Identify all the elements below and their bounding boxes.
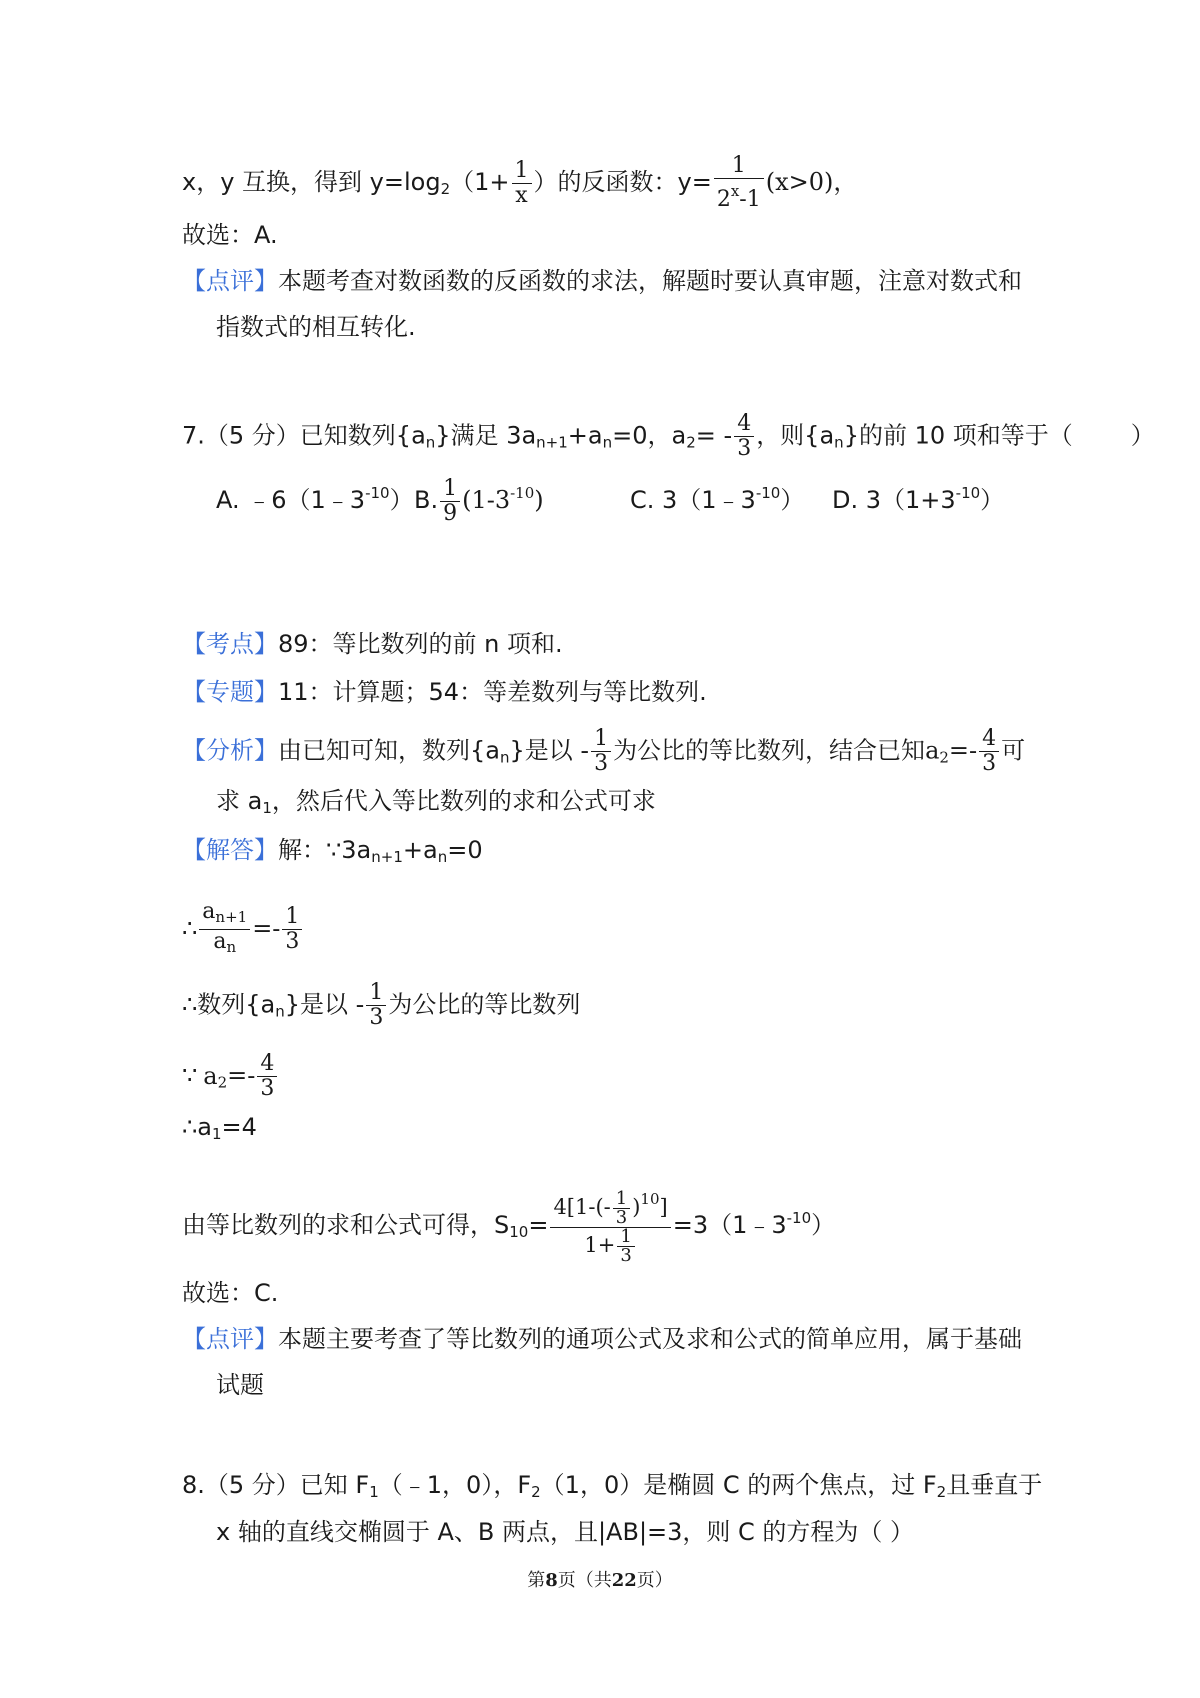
fraction-1-over-x: $\frac{1}{x}$ xyxy=(512,159,532,208)
fraction-1-3: $\frac{1}{3}$ xyxy=(591,727,611,776)
prev-comment: 【点评】本题考查对数函数的反函数的求法，解题时要认真审题，注意对数式和 xyxy=(182,267,1022,295)
comment-tag: 【点评】 xyxy=(182,267,278,295)
comment-tag: 【点评】 xyxy=(182,1325,278,1353)
fenxi: 【分析】由已知可知，数列$\{a_n\}$是以 - $\frac{1}{3}$ 为公比的等比数列，结合已知$a_2=-$ $\frac{4}{3}$ 可 xyxy=(182,726,1026,776)
prev-derivation-line: x，y 互换，得到 $y=\log_2(1+$ $\frac{1}{x}$ ）的反函数：y= $\frac{1}{2^x-1}$ (x>0)， xyxy=(182,153,858,212)
page-footer: 第8页（共22页） xyxy=(527,1570,673,1591)
step-a1: $\therefore a_1=4$ xyxy=(182,1113,257,1143)
q7-comment-line2: 试题 xyxy=(216,1371,264,1399)
step-sequence: ∴数列$\{a_n\}$是以 - $\frac{1}{3}$ 为公比的等比数列 xyxy=(182,980,581,1030)
fraction-1-3: $\frac{1}{3}$ xyxy=(282,905,302,954)
step-ratio: ∴ $\frac{a_{n+1}}{a_n}$ =- $\frac{1}{3}$ xyxy=(182,900,304,959)
zhuanti: 【专题】11：计算题；54：等差数列与等比数列. xyxy=(182,678,707,706)
jieda: 【解答】解：$\because 3a_{n+1}+a_n=0$ xyxy=(182,836,483,866)
fraction-inverse-function: $\frac{1}{2^x-1}$ xyxy=(714,154,764,212)
step-a2: ∵ $a_2=-$ $\frac{4}{3}$ xyxy=(182,1052,279,1101)
q7-option-d: D. $3(1+3^{-10})$ xyxy=(832,484,1005,514)
fenxi-line2: 求 $a_1$，然后代入等比数列的求和公式可求 xyxy=(216,787,656,817)
fraction-sum-formula: 4[1-(- $\frac{1}{3}$ )$^{10}$] 1+ $\frac{1}{3}$ xyxy=(550,1187,670,1265)
fraction-4-3: $\frac{4}{3}$ xyxy=(734,412,754,461)
q7-option-a: A. $﹣6(1﹣3^{-10})$ xyxy=(216,484,414,514)
kaodian-tag: 【考点】 xyxy=(182,630,278,658)
q7-option-b: B. $\frac{1}{9}$ $(1-3^{-10})$ xyxy=(414,475,544,526)
fraction-4-3: $\frac{4}{3}$ xyxy=(979,727,999,776)
fraction-ratio: $\frac{a_{n+1}}{a_n}$ xyxy=(199,900,250,959)
prev-answer: 故选：A. xyxy=(182,221,278,249)
q7-option-c: C. $3(1﹣3^{-10})$ xyxy=(630,484,805,514)
q8-stem: 8.（5 分）已知 $F_1(﹣1$，0），$F_2(1$，0）是椭圆 C 的两个焦点，过 $F_2$且垂直于 xyxy=(182,1471,1043,1501)
fraction-1-9: $\frac{1}{9}$ xyxy=(440,477,460,526)
q7-comment: 【点评】本题主要考查了等比数列的通项公式及求和公式的简单应用，属于基础 xyxy=(182,1325,1022,1353)
step-sum: 由等比数列的求和公式可得，$S_{10}=$ 4[1-(- $\frac{1}{3}$ )$^{10}$] 1+ $\frac{1}{3}$ $=3(1﹣3^{-10})$ xyxy=(182,1188,836,1266)
fenxi-tag: 【分析】 xyxy=(182,736,278,765)
jieda-tag: 【解答】 xyxy=(182,836,278,864)
prev-comment-line2: 指数式的相互转化. xyxy=(216,313,416,341)
page-number: 8 xyxy=(545,1570,558,1591)
q7-answer: 故选：C. xyxy=(182,1279,279,1307)
fraction-1-3: $\frac{1}{3}$ xyxy=(366,981,386,1030)
kaodian: 【考点】89：等比数列的前 n 项和. xyxy=(182,630,563,658)
fraction-4-3: $\frac{4}{3}$ xyxy=(257,1052,277,1101)
total-pages: 22 xyxy=(611,1570,637,1591)
zhuanti-tag: 【专题】 xyxy=(182,678,278,706)
q7-stem: 7.（5 分）已知数列$\{a_n\}$满足 $3a_{n+1}+a_n=0$，$a_2=$ - $\frac{4}{3}$ ，则$\{a_n\}$的前 10 项和等于（ ） xyxy=(182,411,1155,461)
q8-stem-line2: x 轴的直线交椭圆于 A、B 两点，且|AB|=3，则 C 的方程为（ ） xyxy=(216,1518,915,1546)
